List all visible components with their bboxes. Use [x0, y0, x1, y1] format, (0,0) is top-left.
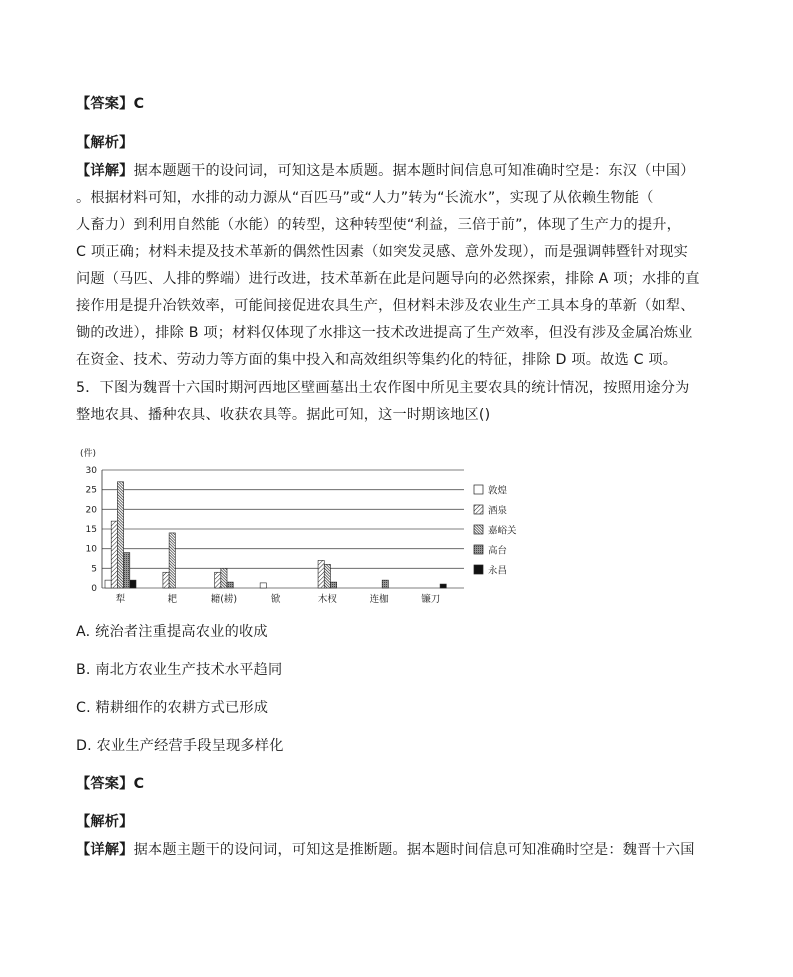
detail-tag: 【详解】	[76, 842, 134, 858]
analysis-line-2: 。根据材料可知，水排的动力源从“百匹马”或“人力”转为“长流水”，实现了从依赖生物能（	[76, 190, 654, 206]
answer-tag: 【答案】	[76, 96, 134, 112]
x-tick-label: 木杈	[317, 594, 337, 605]
answer-tag: 【答案】	[76, 776, 134, 792]
legend-swatch	[474, 545, 483, 554]
x-tick-label: 镰刀	[421, 594, 441, 605]
analysis-heading-2: 【解析】	[76, 814, 134, 830]
option-d: D. 农业生产经营手段呈现多样化	[76, 738, 284, 754]
analysis-line-4: C 项正确；材料未提及技术革新的偶然性因素（如突发灵感、意外发现），而是强调韩暨针对现实	[76, 244, 688, 260]
bar	[105, 580, 111, 588]
y-tick-label: 20	[85, 505, 97, 516]
legend-swatch	[474, 525, 483, 534]
analysis-text: 据本题题干的设问词，可知这是本质题。据本题时间信息可知准确时空是：东汉（中国）	[133, 163, 695, 179]
legend-label: 高台	[488, 545, 508, 557]
bar	[163, 572, 169, 588]
bar	[318, 560, 324, 588]
analysis-heading-1: 【解析】	[76, 135, 134, 151]
x-tick-label: 锨	[270, 594, 281, 605]
bar	[440, 584, 446, 588]
x-tick-label: 连枷	[369, 594, 389, 605]
legend-swatch	[474, 485, 483, 494]
bar	[117, 482, 123, 588]
analysis-line-3: 人畜力）到利用自然能（水能）的转型，这种转型使“利益，三倍于前”，体现了生产力的提升，	[76, 217, 681, 233]
legend-label: 酒泉	[488, 505, 508, 517]
bar	[130, 580, 136, 588]
bar	[124, 553, 130, 588]
farm-tools-bar-chart	[76, 442, 536, 612]
option-b: B. 南北方农业生产技术水平趋同	[76, 662, 283, 678]
answer-line-2	[76, 772, 144, 796]
option-c: C. 精耕细作的农耕方式已形成	[76, 700, 269, 716]
bar	[227, 582, 233, 588]
analysis-text: 据本题主题干的设问词，可知这是推断题。据本题时间信息可知准确时空是：魏晋十六国	[133, 842, 695, 858]
answer-line-1	[76, 92, 144, 116]
bar	[324, 564, 330, 588]
legend-label: 永昌	[488, 565, 508, 577]
y-tick-label: 0	[91, 584, 97, 594]
x-tick-label: 耱(耢)	[210, 594, 238, 605]
y-tick-label: 5	[91, 564, 97, 575]
analysis-2-line-1	[76, 838, 695, 862]
bar	[382, 580, 388, 588]
legend-swatch	[474, 565, 483, 574]
x-tick-label: 犁	[115, 594, 126, 605]
detail-tag: 【详解】	[76, 163, 134, 179]
legend-label: 嘉峪关	[488, 525, 517, 537]
option-a: A. 统治者注重提高农业的收成	[76, 624, 268, 640]
bar	[111, 521, 117, 588]
legend-swatch	[474, 505, 483, 514]
bar	[260, 583, 266, 588]
answer-value: C	[133, 776, 145, 792]
y-unit-label: (件)	[80, 449, 97, 459]
x-tick-label: 耙	[167, 594, 177, 605]
answer-value: C	[133, 96, 145, 112]
y-tick-label: 15	[85, 525, 97, 535]
y-tick-label: 10	[85, 544, 97, 555]
question-stem-line-2: 整地农具、播种农具、收获农具等。据此可知，这一时期该地区()	[76, 407, 491, 423]
bar	[215, 572, 221, 588]
question-stem-line-1: 5．下图为魏晋十六国时期河西地区壁画墓出土农作图中所见主要农具的统计情况，按照用途分为	[76, 380, 690, 396]
bar	[169, 533, 175, 588]
analysis-line-1	[76, 159, 695, 183]
y-tick-label: 30	[85, 466, 97, 476]
y-tick-label: 25	[85, 485, 97, 496]
bar	[221, 568, 227, 588]
bar	[330, 582, 336, 588]
analysis-line-6: 接作用是提升冶铁效率，可能间接促进农具生产，但材料未涉及农业生产工具本身的革新（如犁、	[76, 298, 695, 314]
analysis-line-5: 问题（马匹、人排的弊端）进行改进，技术革新在此是问题导向的必然探索，排除 A 项；水排的直	[76, 271, 700, 287]
analysis-line-8: 在资金、技术、劳动力等方面的集中投入和高效组织等集约化的特征，排除 D 项。故选 C 项。	[76, 352, 678, 368]
legend-label: 敦煌	[488, 485, 508, 497]
analysis-line-7: 锄的改进），排除 B 项；材料仅体现了水排这一技术改进提高了生产效率，但没有涉及金属冶炼业	[76, 325, 693, 341]
